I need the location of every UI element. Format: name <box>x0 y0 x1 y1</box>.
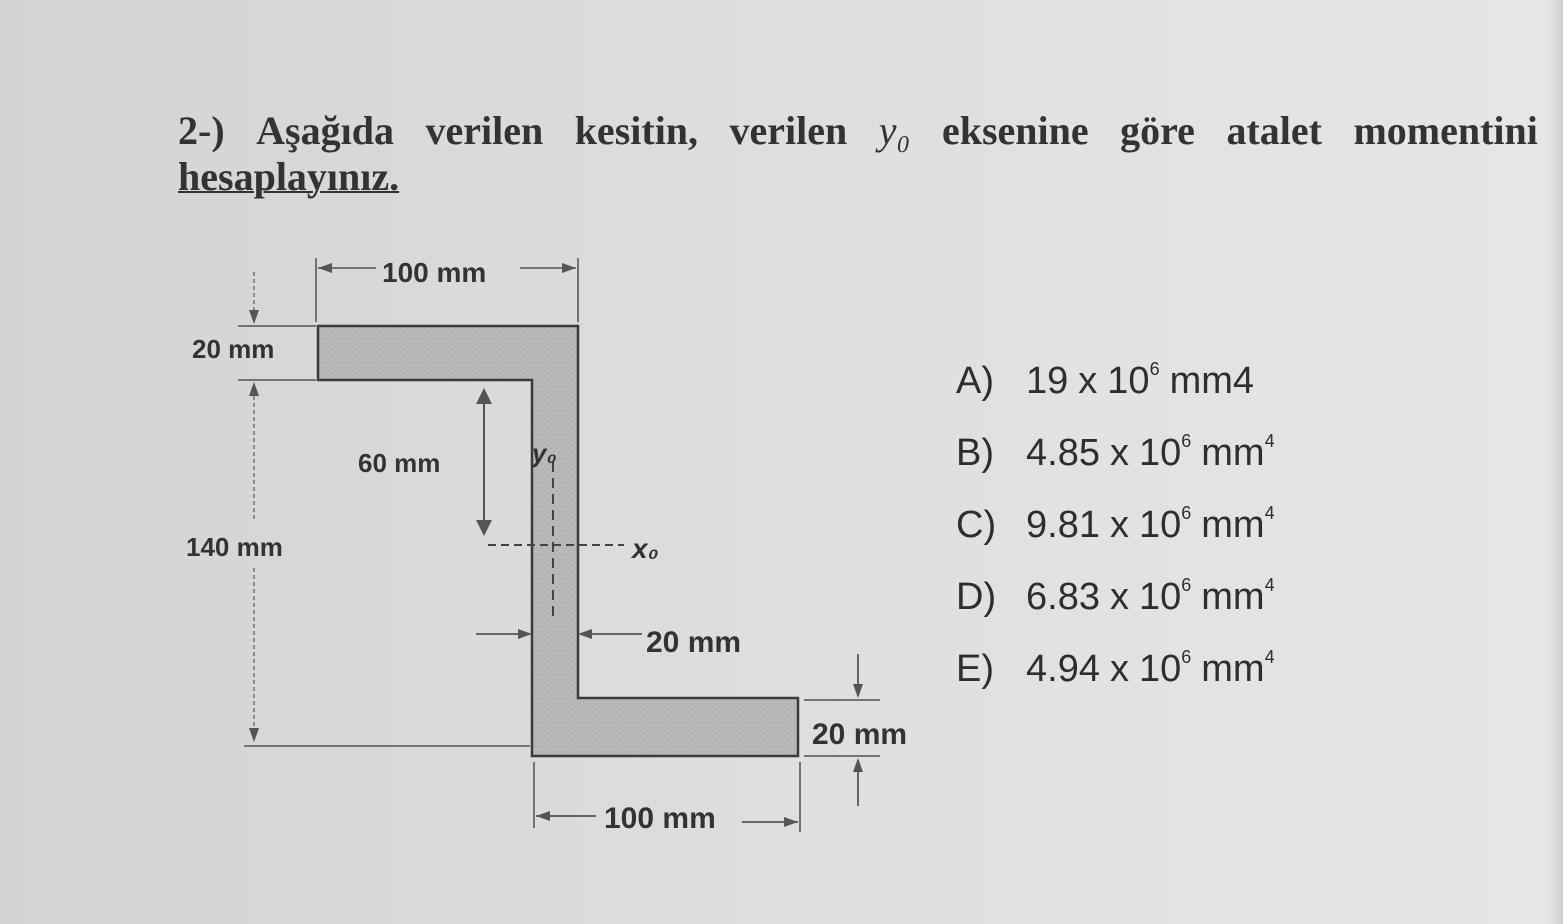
arrow-icon <box>249 382 259 396</box>
option-letter: D) <box>956 576 997 618</box>
option-a[interactable] <box>956 360 1456 432</box>
option-mantissa: 6.83 <box>1026 576 1100 618</box>
option-times: x <box>1109 504 1129 546</box>
dim-bottom-width: 100 mm <box>604 802 716 835</box>
question-line-2: hesaplayınız. <box>178 154 400 199</box>
arrow-icon <box>578 629 592 639</box>
option-power: $10^6$ <box>1138 647 1192 690</box>
dim-web-thickness: 20 mm <box>646 626 742 659</box>
question-word: momentini <box>1353 108 1538 153</box>
question-word: verilen <box>729 108 848 153</box>
cross-section-shape <box>318 326 798 756</box>
option-letter: A) <box>956 360 994 402</box>
arrow-icon <box>249 728 259 742</box>
option-letter: E) <box>956 648 994 690</box>
option-unit: $mm^4$ <box>1201 503 1275 546</box>
option-mantissa: 4.85 <box>1026 432 1100 474</box>
option-mantissa: 4.94 <box>1026 648 1100 690</box>
question-word: kesitin, <box>574 108 699 153</box>
arrow-icon <box>853 758 863 772</box>
option-power: $10^6$ <box>1138 503 1192 546</box>
arrow-icon <box>784 817 798 827</box>
option-power: $10^6$ <box>1138 431 1192 474</box>
arrow-icon <box>318 263 332 273</box>
option-unit: mm4 <box>1169 360 1255 402</box>
y0-axis-label: y₀ <box>532 438 557 468</box>
question-word: göre <box>1120 108 1195 153</box>
option-unit: $mm^4$ <box>1201 647 1275 690</box>
arrow-icon <box>853 684 863 698</box>
dim-top-width: 100 mm <box>382 257 487 288</box>
question-axis-symbol: y₀ <box>878 108 911 153</box>
dim-inner-height: 60 mm <box>358 448 441 478</box>
option-unit: $mm^4$ <box>1201 431 1275 474</box>
dim-top-thickness: 20 mm <box>192 334 275 364</box>
option-d[interactable] <box>956 576 1456 648</box>
arrow-icon <box>476 520 492 536</box>
dim-total-height: 140 mm <box>186 532 283 562</box>
option-times: x <box>1078 360 1098 402</box>
arrow-icon <box>536 811 550 821</box>
option-letter: B) <box>956 432 994 474</box>
arrow-icon <box>562 263 576 273</box>
arrow-icon <box>249 310 259 324</box>
option-times: x <box>1109 576 1129 618</box>
option-c[interactable] <box>956 504 1456 576</box>
question-word: Aşağıda <box>256 108 394 153</box>
option-times: x <box>1109 648 1129 690</box>
question-word: verilen <box>425 108 544 153</box>
option-b[interactable] <box>956 432 1456 504</box>
question-word: atalet <box>1226 108 1322 153</box>
arrow-icon <box>476 388 492 404</box>
question-word: eksenine <box>941 108 1089 153</box>
x0-axis-label: x₀ <box>632 533 659 564</box>
option-power: $10^6$ <box>1107 359 1160 402</box>
dim-bottom-thickness: 20 mm <box>812 718 908 751</box>
option-letter: C) <box>956 504 997 546</box>
option-e[interactable] <box>956 648 1456 720</box>
option-times: x <box>1109 432 1129 474</box>
arrow-icon <box>518 629 532 639</box>
option-mantissa: 9.81 <box>1026 504 1100 546</box>
option-mantissa: 19 <box>1026 360 1069 402</box>
question-number: 2-) <box>178 108 225 153</box>
option-power: $10^6$ <box>1138 575 1192 618</box>
option-unit: $mm^4$ <box>1201 575 1275 618</box>
answer-options <box>956 360 1456 720</box>
